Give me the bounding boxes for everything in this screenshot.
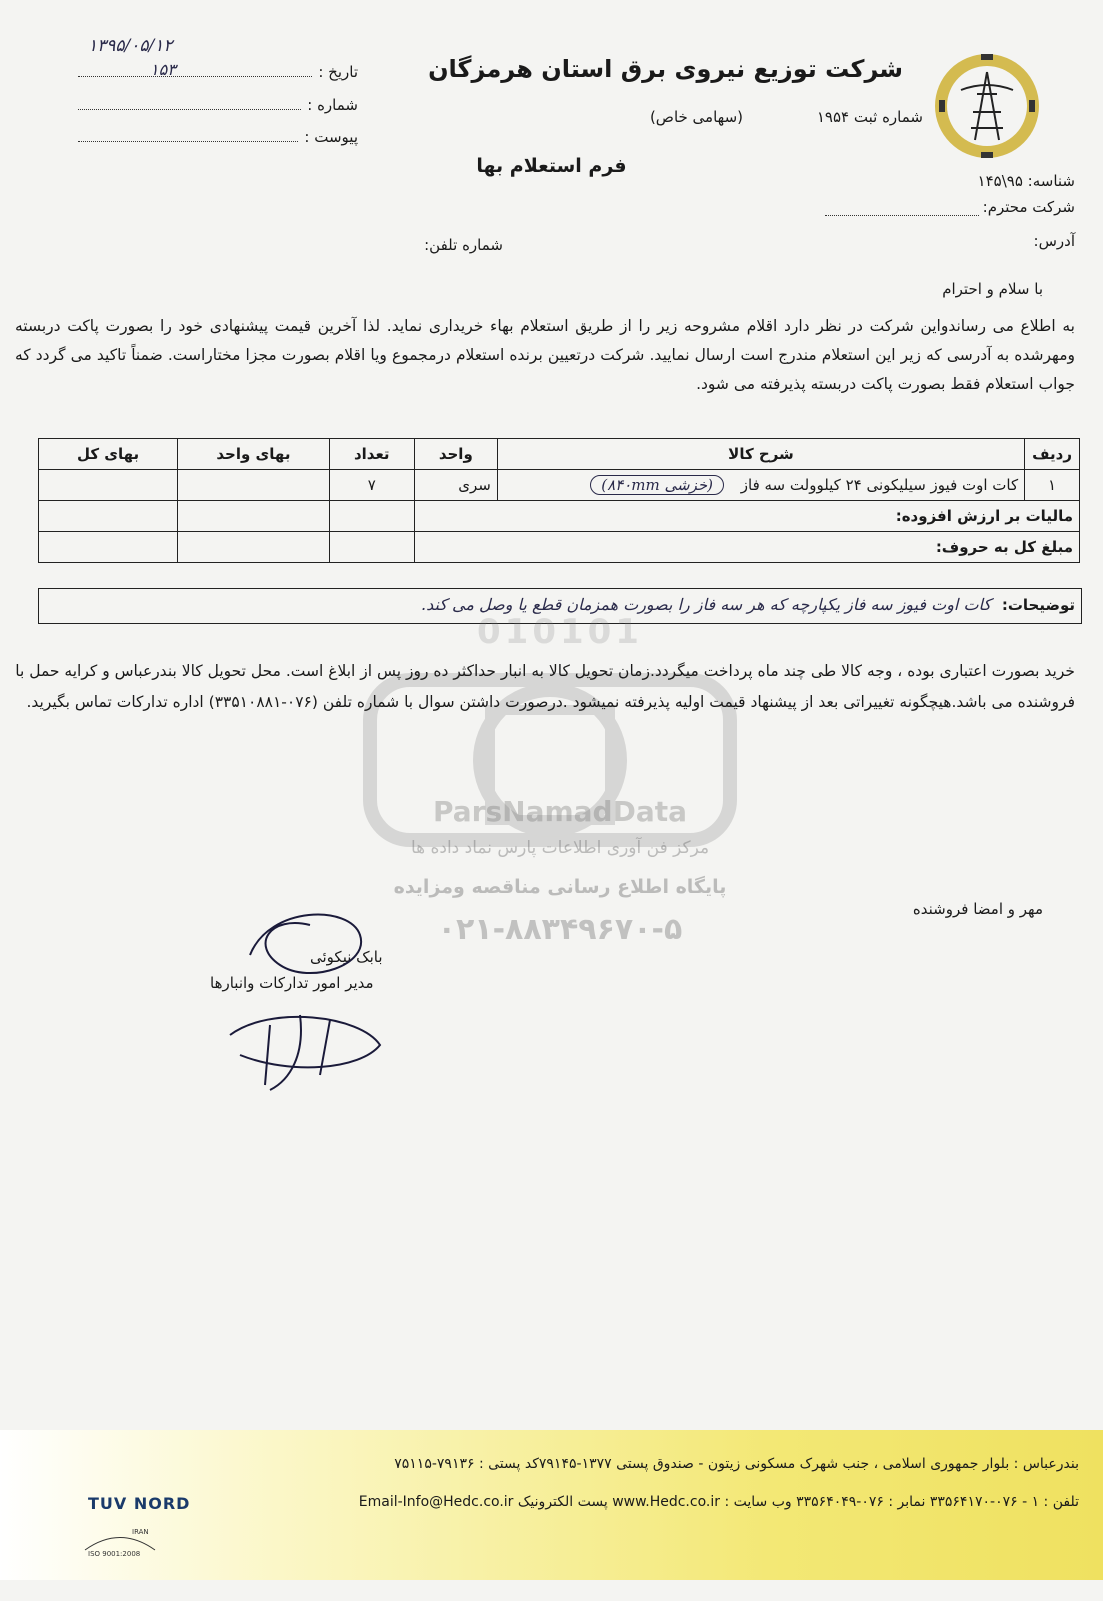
date-row [78, 55, 358, 81]
col-unit: واحد [414, 439, 497, 470]
col-unit-price: بهای واحد [178, 439, 330, 470]
table-row [39, 470, 1080, 501]
handwritten-spec: (خزشی ۸۴۰mm) [590, 475, 724, 495]
row-total[interactable] [39, 470, 178, 501]
row-unit-price[interactable] [178, 470, 330, 501]
total-qty-cell [329, 532, 414, 563]
company-type: (سهامی خاص) [649, 108, 743, 126]
seller-sign-label: مهر و امضا فروشنده [912, 900, 1043, 918]
total-unit-cell [178, 532, 330, 563]
number-line [78, 91, 301, 110]
date-handwritten: ۱۳۹۵/۰۵/۱۲ [88, 36, 173, 56]
vat-row [39, 501, 1080, 532]
total-words-row [39, 532, 1080, 563]
col-description: شرح کالا [497, 439, 1024, 470]
number-row [78, 88, 358, 114]
footer-address: بندرعباس : بلوار جمهوری اسلامی ، جنب شهرک مسکونی زیتون - صندوق پستی ۱۳۷۷-۷۹۱۴۵کد پستی : ۷۹۱۳۶-۷۵۱۱۵ [394, 1456, 1079, 1472]
company-logo [931, 50, 1043, 162]
watermark-digits: 010101 [477, 612, 643, 652]
footer-contact: تلفن : ۱ - ۰۷۶-۳۳۵۶۴۱۷۰ نمابر : ۰۷۶-۳۳۵۶۴۰۴۹ وب سایت : www.Hedc.co.ir پست الکترونیک Email-Info@Hedc.co.ir [358, 1494, 1079, 1510]
address-label: آدرس: [1033, 232, 1075, 250]
signature-scribble [210, 895, 410, 1115]
vat-qty-cell [329, 501, 414, 532]
attachment-line [78, 123, 298, 142]
description-text: کات اوت فیوز سیلیکونی ۲۴ کیلوولت سه فاز [740, 476, 1019, 494]
watermark-line2: پایگاه اطلاع رسانی مناقصه ومزایده [393, 876, 727, 898]
attachment-row [78, 120, 358, 146]
watermark-brand: ParsNamadData [433, 795, 687, 828]
greeting: با سلام و احترام [942, 280, 1043, 298]
total-words-label: مبلغ کل به حروف: [414, 532, 1079, 563]
signer-title: مدیر امور تدارکات وانبارها [210, 974, 374, 992]
tuv-logo: TUV NORD [88, 1494, 191, 1513]
phone-label: شماره تلفن: [424, 236, 503, 254]
recipient-line [825, 198, 979, 216]
svg-text:ISO 9001:2008: ISO 9001:2008 [88, 1550, 141, 1558]
attachment-label: پیوست : [304, 128, 358, 146]
date-line [78, 58, 312, 77]
table-header-row [39, 439, 1080, 470]
watermark-phone: ۰۲۱-۸۸۳۴۹۶۷۰-۵ [437, 912, 683, 947]
vat-unit-cell [178, 501, 330, 532]
total-words-value[interactable] [39, 532, 178, 563]
notes-handwritten: کات اوت فیوز سه فاز یکپارچه که هر سه فاز را بصورت همزمان قطع یا وصل می کند. [421, 595, 991, 614]
vat-label: مالیات بر ارزش افزوده: [414, 501, 1079, 532]
notes-label: توضیحات: [1001, 596, 1075, 614]
items-table [38, 438, 1080, 563]
date-label: تاریخ : [318, 63, 358, 81]
watermark-line1: مرکز فن آوری اطلاعات پارس نماد داده ها [410, 838, 710, 858]
vat-value[interactable] [39, 501, 178, 532]
row-description [497, 470, 1024, 501]
row-number: ۱ [1025, 470, 1080, 501]
col-qty: تعداد [329, 439, 414, 470]
col-row-no: ردیف [1025, 439, 1080, 470]
terms-paragraph: خرید بصورت اعتباری بوده ، وجه کالا طی چند ماه پرداخت میگردد.زمان تحویل کالا به انبار حداکثر ده روز پس از ابلاغ است. محل تحویل کالا بندرعباس و کرایه حمل با فروشنده می باشد.هیچگونه تغییراتی بعد از پیشنهاد قیمت اولیه پذیرفته نمیشود .درصورت داشتن سوال با شماره تلفن (۰۷۶-۳۳۵۱۰۸۸۱) اداره تدارکات تماس بگیرید. [15, 662, 1075, 711]
recipient-row [825, 198, 1075, 216]
number-label: شماره : [307, 96, 358, 114]
number-handwritten: ۱۵۳ [150, 60, 176, 79]
body-paragraph: به اطلاع می رساندواین شرکت در نظر دارد اقلام مشروحه زیر را از طریق استعلام بهاء خریداری نماید. لذا آخرین قیمت پیشنهادی خود را بصورت پاکت دربسته ومهرشده به آدرسی که زیر این استعلام مندرج است ارسال نمایید. شرکت درتعیین برنده استعلام درمجموع ویا اقلام بصورت مجزا مختاراست. ضمناً تاکید می گردد که جواب استعلام فقط بصورت پاکت دربسته پذیرفته می شود. [15, 317, 1075, 393]
col-total: بهای کل [39, 439, 178, 470]
svg-text:IRAN: IRAN [132, 1528, 149, 1536]
row-qty: ۷ [329, 470, 414, 501]
signer-name: بابک نیکوئی [310, 948, 383, 966]
iso-seal-icon [80, 1520, 160, 1560]
registration-number: شماره ثبت ۱۹۵۴ [816, 108, 923, 126]
row-unit: سری [414, 470, 497, 501]
identifier: شناسه: ۹۵\۱۴۵ [977, 172, 1075, 190]
company-name: شرکت توزیع نیروی برق استان هرمزگان [428, 55, 903, 83]
recipient-label: شرکت محترم: [982, 198, 1075, 216]
form-title: فرم استعلام بها [476, 155, 627, 177]
